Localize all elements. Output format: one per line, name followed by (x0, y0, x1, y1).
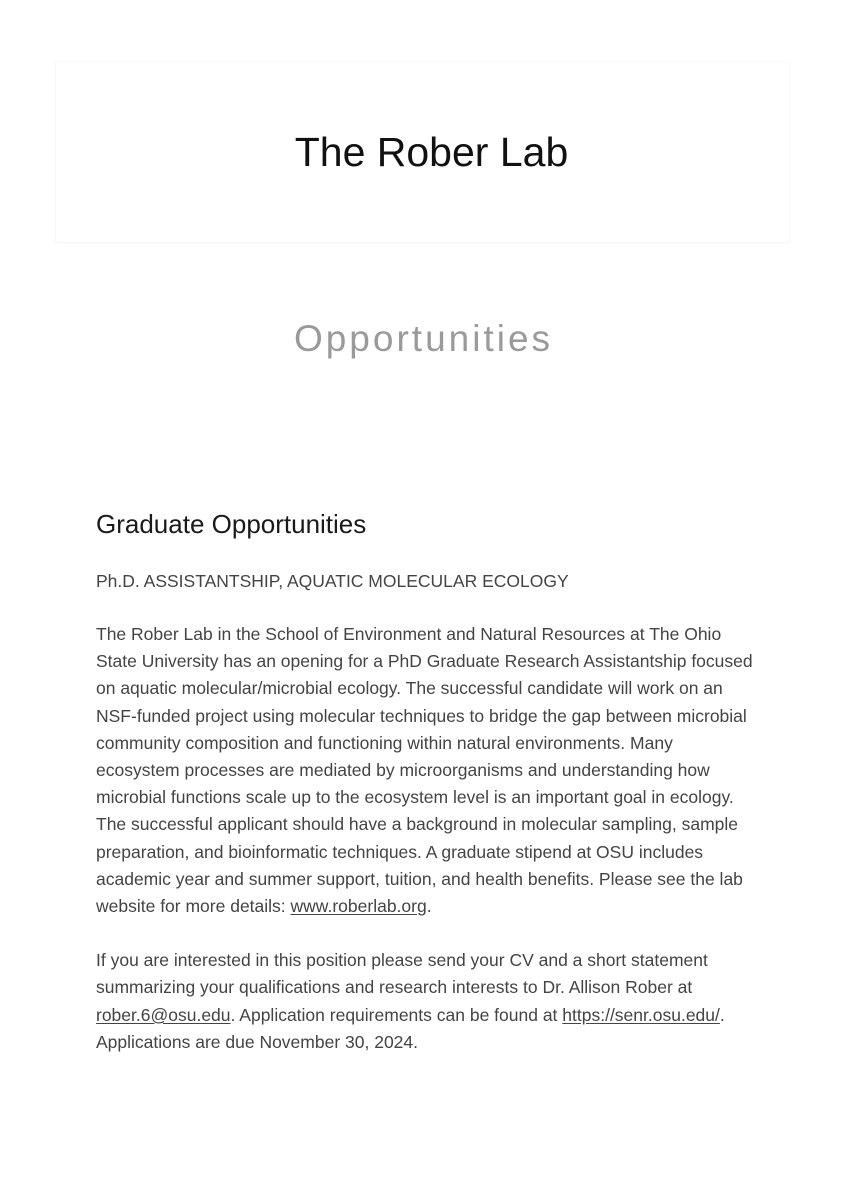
application-instructions (96, 947, 756, 1056)
position-title: Ph.D. ASSISTANTSHIP, AQUATIC MOLECULAR ECOLOGY (96, 571, 569, 591)
instructions-middle: . Application requirements can be found at (230, 1004, 563, 1025)
instructions-tail: . Applications are due November 30, 2024. (96, 1004, 725, 1052)
site-title[interactable]: The Rober Lab (294, 128, 569, 175)
page-title: Opportunities (293, 318, 554, 359)
description-text: The Rober Lab in the School of Environment and Natural Resources at The Ohio State University has an opening for a PhD Graduate Research Assistantship focused on aquatic molecular/microbial ecology. The successful candidate will work on an NSF-funded project using molecular techniques to bridge the gap between microbial community composition and functioning within natural environments. Many ecosystem processes are mediated by microorganisms and understanding how microbial functions scale up to the ecosystem level is an important goal in ecology. The successful applicant should have a background in molecular sampling, sample preparation, and bioinformatic techniques. A graduate stipend at OSU includes academic year and summer support, tuition, and health benefits. Please see the lab website for more details: (96, 624, 753, 917)
main-content (96, 506, 756, 1083)
description-tail: . (426, 896, 432, 917)
section-heading: Graduate Opportunities (96, 509, 367, 539)
lab-website-link[interactable]: www.roberlab.org (290, 896, 427, 917)
contact-email-link[interactable]: rober.6@osu.edu (96, 1004, 231, 1025)
position-description (96, 621, 756, 920)
site-header (56, 62, 789, 242)
instructions-text: If you are interested in this position please send your CV and a short statement summarizing your qualifications and research interests to Dr. Allison Rober at (96, 950, 708, 998)
requirements-url-link[interactable]: https://senr.osu.edu/ (562, 1004, 720, 1025)
